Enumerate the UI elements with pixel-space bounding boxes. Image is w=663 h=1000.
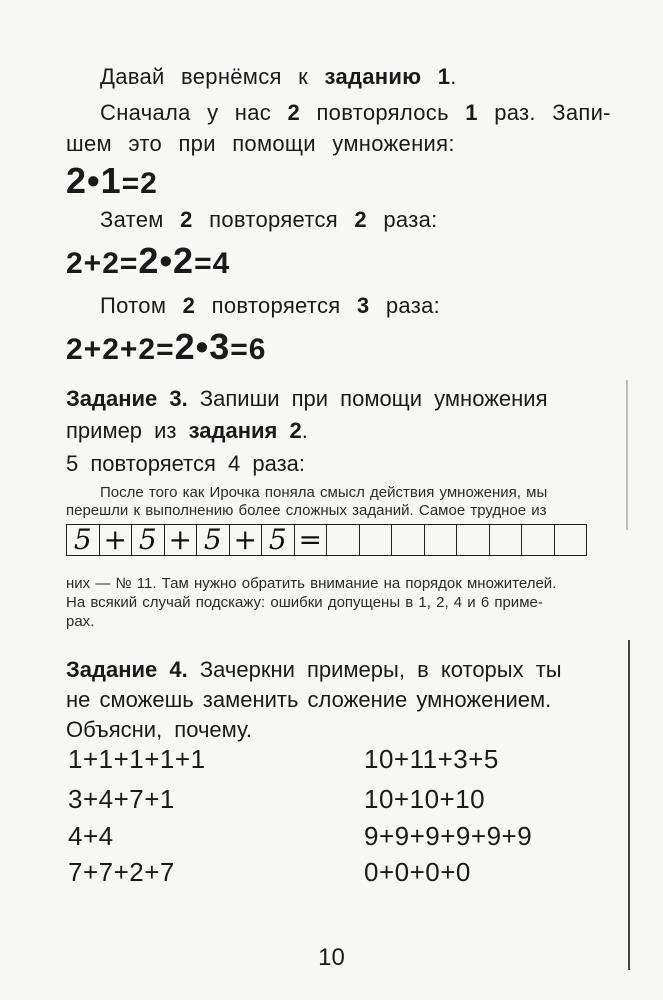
grid-cell[interactable]	[490, 525, 523, 555]
intro-line-2a: Сначала у нас 2 повторялось 1 раз. Запи-	[100, 100, 611, 125]
note-line-2: перешли к выполнению более сложных заданий. Самое трудное из	[66, 502, 547, 519]
grid-cell[interactable]: 5	[197, 525, 230, 555]
grid-cell[interactable]: 5	[132, 525, 165, 555]
note-line-5: рах.	[66, 613, 95, 630]
example-right-2[interactable]: 10+10+10	[364, 784, 486, 814]
grid-cell[interactable]	[360, 525, 393, 555]
task-4-heading: Задание 4. Зачеркни примеры, в которых ты	[66, 657, 562, 682]
task-3-line-3: 5 повторяется 4 раза:	[66, 451, 306, 476]
example-left-1[interactable]: 1+1+1+1+1	[68, 744, 206, 774]
equation-2: 2+2=2•2=4	[66, 240, 231, 281]
grid-cell[interactable]	[327, 525, 360, 555]
grid-cell[interactable]: +	[230, 525, 263, 555]
grid-cell[interactable]	[555, 525, 588, 555]
example-right-3[interactable]: 9+9+9+9+9+9	[364, 821, 533, 851]
note-line-3: них — № 11. Там нужно обратить внимание на порядок множителей.	[66, 575, 557, 592]
intro-line-3: Затем 2 повторяется 2 раза:	[100, 207, 438, 232]
grid-cell[interactable]: 5	[262, 525, 295, 555]
grid-cell[interactable]: +	[100, 525, 133, 555]
page-edge-shadow	[626, 380, 628, 530]
intro-line-2b: шем это при помощи умножения:	[66, 131, 455, 156]
grid-cell[interactable]	[522, 525, 555, 555]
grid-cell[interactable]: 5	[67, 525, 100, 555]
grid-cell[interactable]: =	[295, 525, 328, 555]
grid-cell[interactable]	[457, 525, 490, 555]
task-4-line-3: Объясни, почему.	[66, 717, 252, 742]
note-line-4: На всякий случай подскажу: ошибки допущены в 1, 2, 4 и 6 приме-	[66, 594, 543, 611]
intro-line-4: Потом 2 повторяется 3 раза:	[100, 293, 441, 318]
example-left-2[interactable]: 3+4+7+1	[68, 784, 175, 814]
intro-line-1: Давай вернёмся к заданию 1.	[100, 64, 457, 89]
grid-cell[interactable]	[392, 525, 425, 555]
page-number: 10	[318, 944, 345, 971]
answer-grid[interactable]	[66, 524, 587, 556]
example-left-3[interactable]: 4+4	[68, 821, 114, 851]
page-edge-line	[628, 640, 630, 970]
task-4-line-2: не сможешь заменить сложение умножением.	[66, 687, 552, 712]
grid-cell[interactable]: +	[165, 525, 198, 555]
equation-1: 2•1=2	[66, 160, 158, 201]
example-right-4[interactable]: 0+0+0+0	[364, 857, 471, 887]
example-right-1[interactable]: 10+11+3+5	[364, 744, 499, 774]
task-3-heading: Задание 3. Запиши при помощи умножения	[66, 386, 548, 411]
equation-3: 2+2+2=2•3=6	[66, 326, 267, 367]
example-left-4[interactable]: 7+7+2+7	[68, 857, 175, 887]
note-line-1: После того как Ирочка поняла смысл действия умножения, мы	[100, 484, 548, 501]
grid-cell[interactable]	[425, 525, 458, 555]
task-3-line-2: пример из задания 2.	[66, 418, 308, 443]
